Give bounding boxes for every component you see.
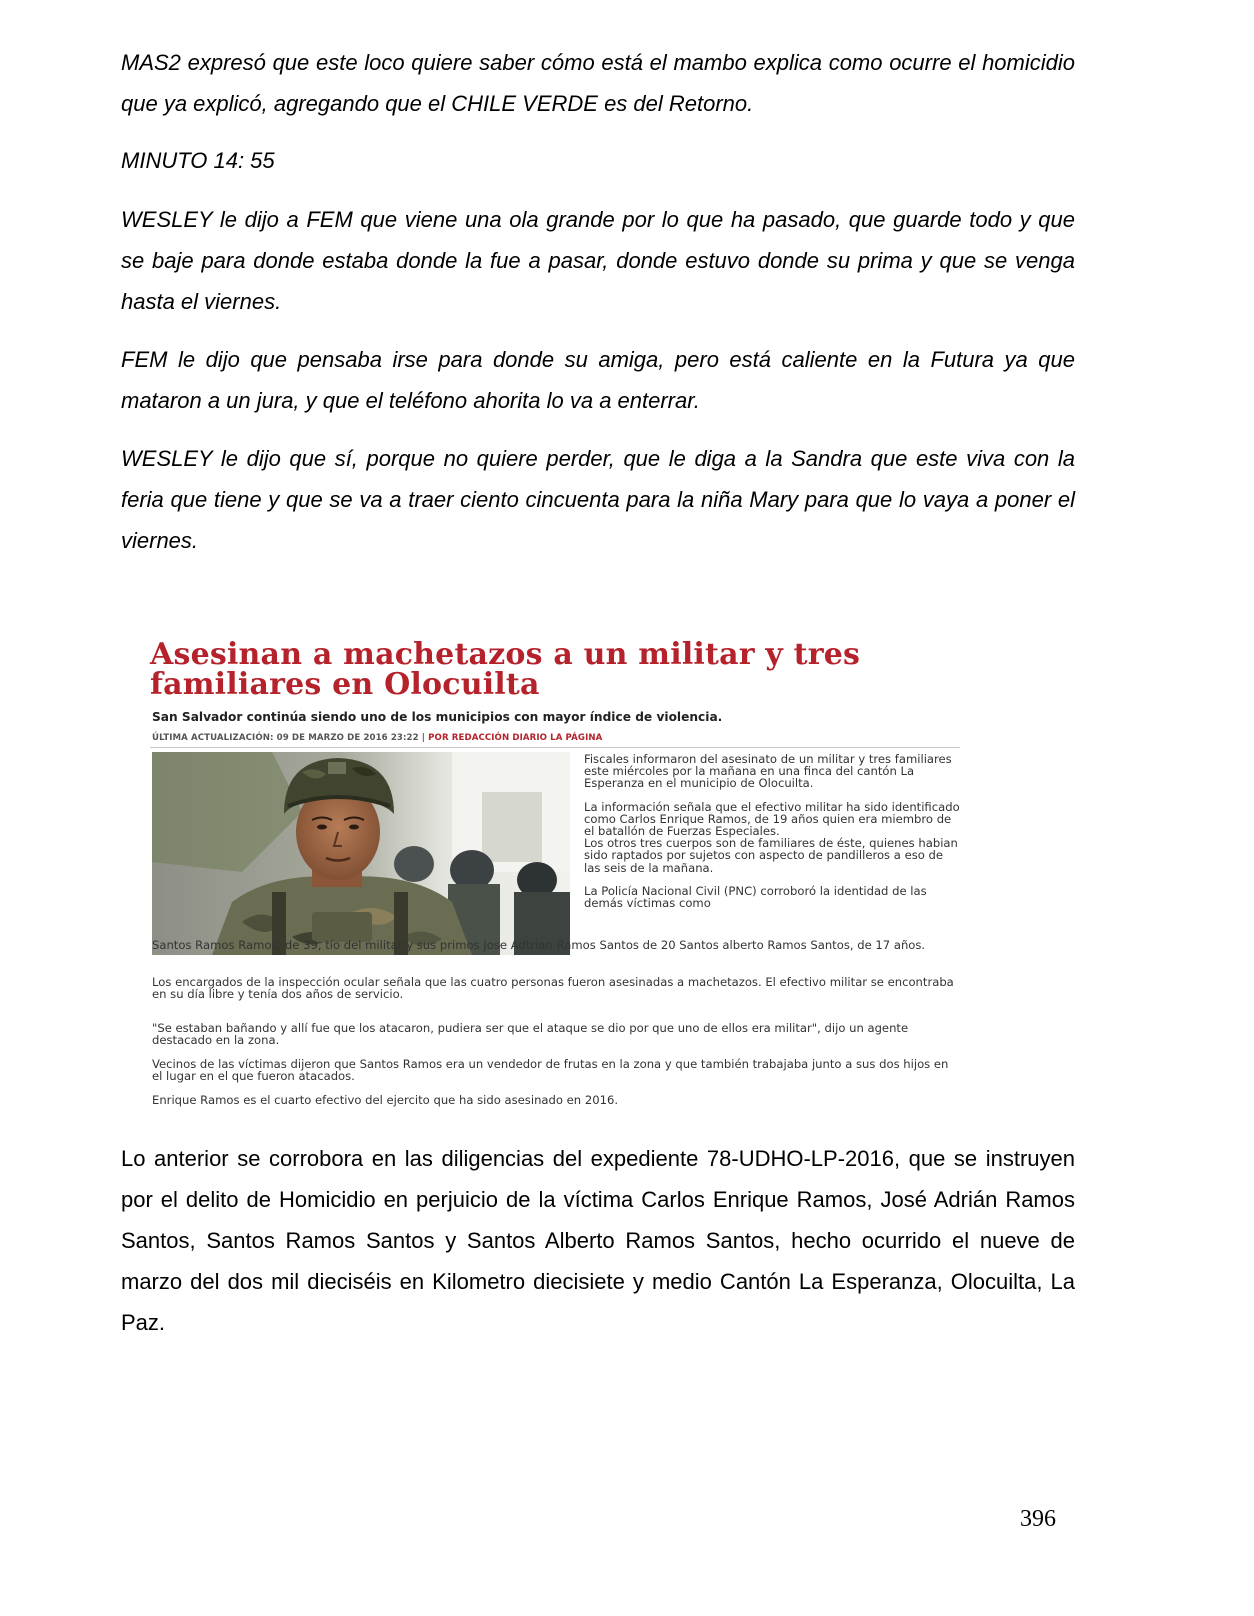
news-clipping: [150, 637, 960, 1145]
clipping-column: [584, 753, 962, 909]
clipping-col-paragraph: La Policía Nacional Civil (PNC) corroboró la identidad de las demás víctimas como: [584, 883, 927, 911]
clipping-meta: [152, 733, 602, 743]
clipping-headline: Asesinan a machetazos a un militar y tres familiares en Olocuilta: [150, 637, 861, 702]
clipping-paragraph: "Se estaban bañando y allí fue que los atacaron, pudiera ser que el ataque se dio por que uno de ellos era militar", dijo un agente destacado en la zona.: [152, 1021, 909, 1048]
paragraph-wesley-2: WESLEY le dijo que sí, porque no quiere perder, que le diga a la Sandra que este viva con la feria que tiene y que se va a traer ciento cincuenta para la niña Mary para que lo vaya a poner el viernes.: [121, 446, 1075, 553]
clipping-updated: ÚLTIMA ACTUALIZACIÓN: 09 DE MARZO DE 2016 23:22: [152, 733, 419, 743]
page-number: 396: [1020, 1506, 1056, 1532]
clipping-paragraph: Vecinos de las víctimas dijeron que Santos Ramos era un vendedor de frutas en la zona y que también trabajaba junto a sus dos hijos en el lugar en el que fueron atacados.: [152, 1057, 949, 1084]
clipping-paragraph: Los encargados de la inspección ocular señala que las cuatro personas fueron asesinadas a machetazos. El efectivo militar se encontraba en su día libre y tenía dos años de servicio.: [152, 975, 954, 1002]
clipping-col-paragraph: La información señala que el efectivo militar ha sido identificado como Carlos Enrique Ramos, de 19 años quien era miembro de el batallón de Fuerzas Especiales.: [584, 799, 960, 839]
paragraph-mas2: MAS2 expresó que este loco quiere saber cómo está el mambo explica como ocurre el homicidio que ya explicó, agregando que el CHILE VERDE es del Retorno.: [121, 50, 1075, 116]
clipping-divider: [150, 747, 960, 748]
paragraph-minute: MINUTO 14: 55: [121, 148, 275, 173]
clipping-separator: |: [418, 733, 429, 743]
soldier-photo: [152, 752, 570, 955]
clipping-col-paragraph: Fiscales informaron del asesinato de un militar y tres familiares este miércoles por la mañana en una finca del cantón La Esperanza en el municipio de Olocuilta.: [584, 752, 952, 791]
paragraph-wesley-1: WESLEY le dijo a FEM que viene una ola grande por lo que ha pasado, que guarde todo y que se baje para donde estaba donde la fue a pasar, donde estuvo donde su prima y que se venga hasta el viernes.: [121, 207, 1075, 314]
clipping-col-paragraph: Los otros tres cuerpos son de familiares de éste, quienes habian sido raptados por sujetos con aspecto de pandilleros a eso de las seis de la mañana.: [584, 836, 958, 875]
clipping-paragraph: Santos Ramos Ramos, de 39, tío del militar y sus primos Jose Adtrian Ramos Santos de 20 Santos alberto Ramos Santos, de 17 años.: [152, 938, 926, 952]
paragraph-fem: FEM le dijo que pensaba irse para donde su amiga, pero está caliente en la Futura ya que mataron a un jura, y que el teléfono ahorita lo va a enterrar.: [121, 347, 1075, 413]
paragraph-corroboration: Lo anterior se corrobora en las diligencias del expediente 78-UDHO-LP-2016, que se instruyen por el delito de Homicidio en perjuicio de la víctima Carlos Enrique Ramos, José Adrián Ramos Santos, Santos Ramos Santos y Santos Alberto Ramos Santos, hecho ocurrido el nueve de marzo del dos mil dieciséis en Kilometro diecisiete y medio Cantón La Esperanza, Olocuilta, La Paz.: [121, 1146, 1075, 1335]
clipping-subheadline: San Salvador continúa siendo uno de los municipios con mayor índice de violencia.: [152, 710, 723, 724]
clipping-paragraph: Enrique Ramos es el cuarto efectivo del ejercito que ha sido asesinado en 2016.: [152, 1093, 619, 1107]
clipping-byline: POR REDACCIÓN DIARIO LA PÁGINA: [428, 733, 603, 743]
